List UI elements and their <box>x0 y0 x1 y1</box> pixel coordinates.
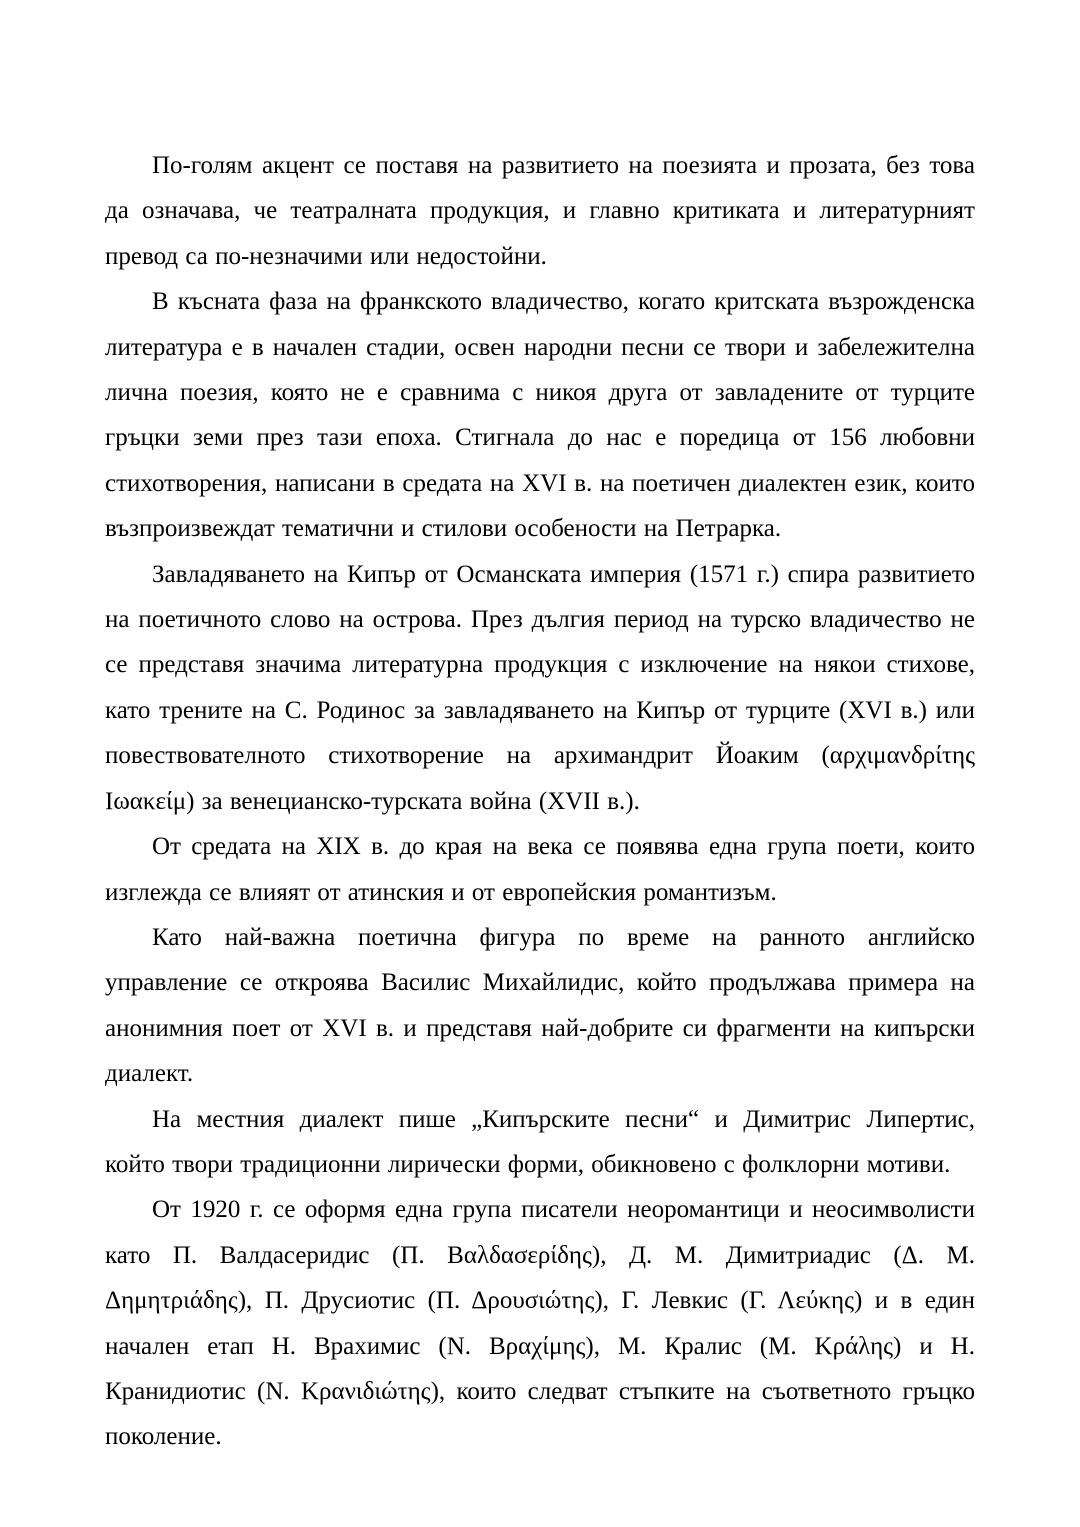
paragraph-1920s-writers: От 1920 г. се оформя една група писатели неоромантици и неосимволисти като П. Валдасеридис (Π. Βαλδασερίδης), Д. М. Димитриадис (Δ. Μ. Δημητριάδης), П. Друсиотис (Π. Δρουσιώτης), Г. Левкис (Γ. Λεύκης) и в един начален етап Н. Врахимис (Ν. Βραχίμης), М. Кралис (Μ. Κράλης) и Н. Кранидиотис (Ν. Κρανιδιώτης), които следват стъпките на съответното гръцко поколение. <box>105 1196 975 1451</box>
paragraph-frankish-period: В късната фаза на франкското владичество, когато критската възрожденска литература е в начален стадии, освен народни песни се твори и забележителна лична поезия, която не е сравнима с никоя друга от завладените от турците гръцки земи през тази епоха. Стигнала до нас е поредица от 156 любовни стихотворения, написани в средата на XVI в. на поетичен диалектен език, които възпроизвеждат тематични и стилови особености на Петрарка. <box>105 288 975 543</box>
paragraph-emphasis-poetry-prose: По-голям акцент се поставя на развитието на поезията и прозата, без това да означава, че театралната продукция, и главно критиката и литературният превод са по-незначими или недостойни. <box>105 152 975 270</box>
paragraph-dimitris-lipertis: На местния диалект пише „Кипърските песни“ и Димитрис Липертис, който твори традиционни лирически форми, обикновено с фолклорни мотиви. <box>105 1105 975 1178</box>
paragraph-ottoman-conquest: Завладяването на Кипър от Османската империя (1571 г.) спира развитието на поетичното слово на острова. През дългия период на турско владичество не се представя значима литературна продукция с изключение на някои стихове, като трените на С. Родинос за завладяването на Кипър от турците (XVI в.) или повествователното стихотворение на архимандрит Йоаким (αρχιμανδρίτης Ιωακείμ) за венецианско-турската война (XVII в.). <box>105 560 975 815</box>
text-block <box>105 143 975 1460</box>
paragraph-19th-century-poets: От средата на XIX в. до края на века се появява една група поети, които изглежда се влияят от атинския и от европейския романтизъм. <box>105 833 975 906</box>
paragraph-vasilis-michailidis: Като най-важна поетична фигура по време на ранното английско управление се откроява Василис Михайлидис, който продължава примера на анонимния поет от XVI в. и представя най-добрите си фрагменти на кипърски диалект. <box>105 923 975 1088</box>
